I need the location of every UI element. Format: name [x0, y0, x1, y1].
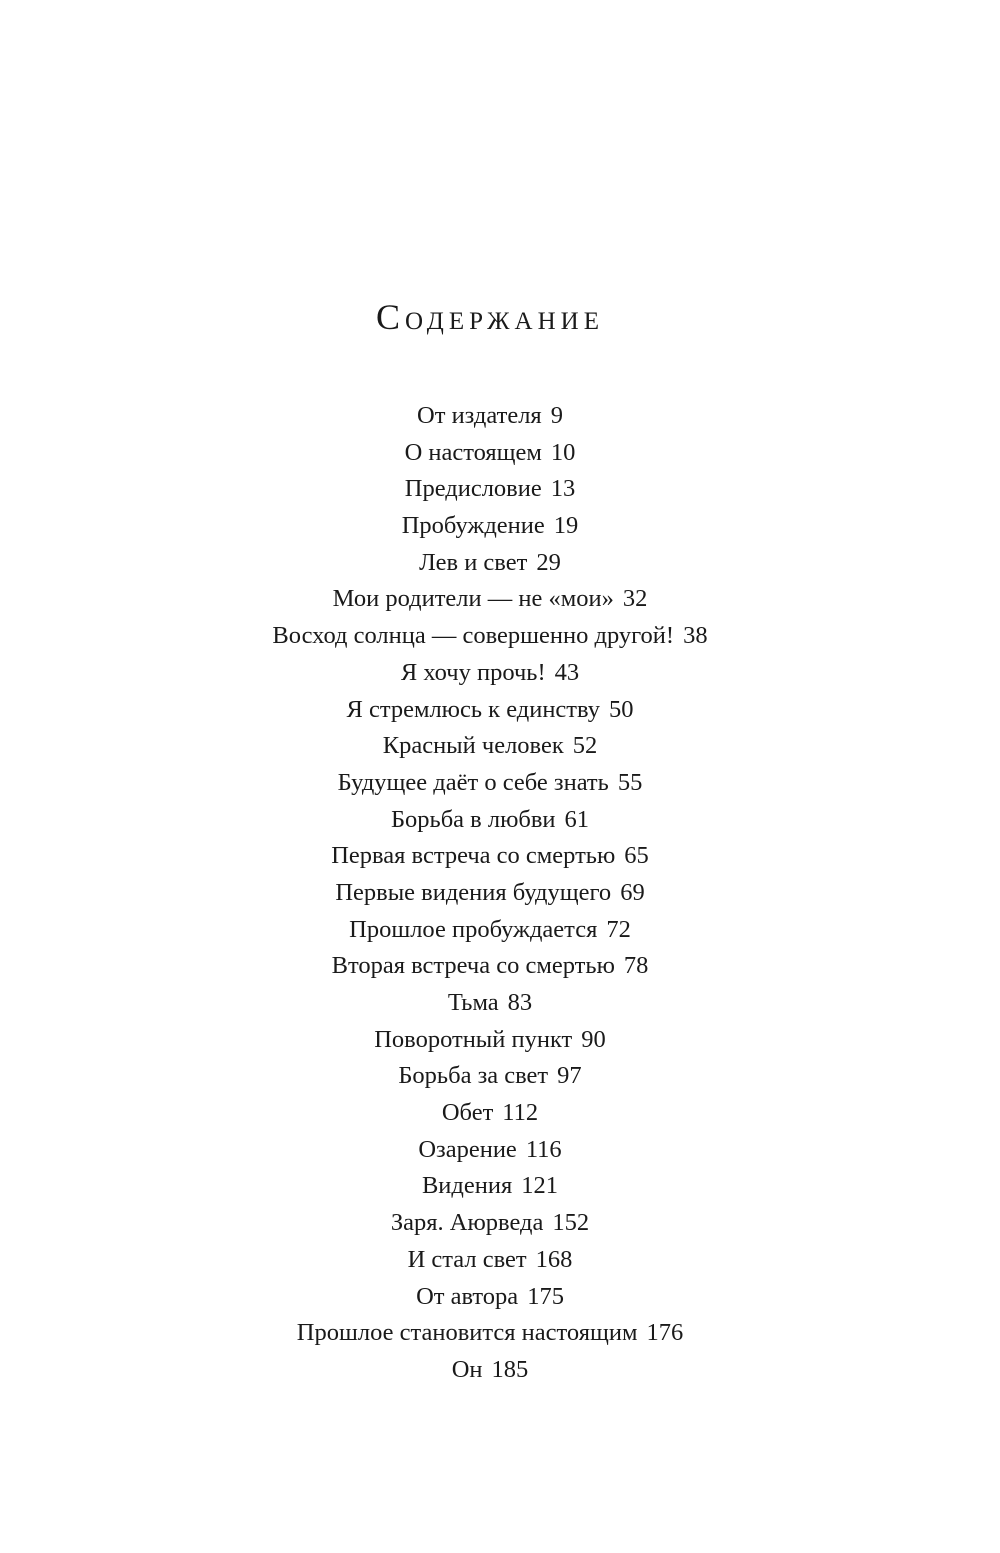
toc-entry-page: 90	[581, 1025, 606, 1053]
toc-entry-title: Вторая встреча со смертью	[331, 952, 615, 980]
toc-entry	[0, 765, 980, 802]
toc-entry	[0, 471, 980, 508]
page-title: Содержание	[375, 297, 604, 337]
toc-entry	[0, 728, 980, 765]
toc-entry	[0, 875, 980, 912]
toc-entry	[0, 1315, 980, 1352]
toc-entry-title: Пробуждение	[401, 512, 545, 540]
toc-entry-page: 61	[564, 805, 590, 833]
toc-entry-page: 29	[536, 548, 561, 576]
toc-entry	[0, 545, 980, 582]
toc-entry-title: Тьма	[447, 989, 499, 1016]
toc-entry	[0, 435, 980, 472]
toc-entry-title: Борьба за свет	[398, 1062, 549, 1090]
toc-entry	[0, 1058, 980, 1095]
toc-entry-title: Предисловие	[404, 475, 542, 503]
toc-entry	[0, 1168, 980, 1205]
toc-entry-page: 9	[550, 402, 563, 429]
toc-entry	[0, 1095, 980, 1132]
toc-entry-title: От автора	[416, 1282, 519, 1310]
toc-entry-page: 72	[606, 915, 631, 943]
toc-entry	[0, 948, 980, 985]
toc-entry-title: Первая встреча со смертью	[331, 842, 616, 870]
toc-entry-title: Обет	[441, 1099, 494, 1127]
toc-entry-page: 65	[624, 842, 649, 870]
toc-entry-title: Мои родители — не «мои»	[332, 585, 614, 613]
toc-entry-title: Первые видения будущего	[335, 878, 612, 906]
toc-entry-title: От издателя	[417, 402, 542, 429]
toc-entry-page: 121	[521, 1172, 559, 1200]
toc-entry-title: Он	[451, 1355, 483, 1383]
toc-entry	[0, 1022, 980, 1059]
toc-entry	[0, 508, 980, 545]
toc-entry-title: Озарение	[418, 1135, 517, 1163]
toc-entry-page: 152	[552, 1209, 590, 1237]
toc-entry-title: Заря. Аюрведа	[390, 1209, 544, 1237]
toc-entry-page: 52	[572, 732, 598, 760]
toc-entry	[0, 1205, 980, 1242]
toc-entry-page: 69	[620, 878, 645, 906]
toc-entry-title: Я хочу прочь!	[400, 658, 546, 686]
toc-entry-title: Восход солнца — совершенно другой!	[272, 622, 675, 650]
toc-entry-title: Прошлое становится настоящим	[296, 1319, 638, 1347]
toc-entry-title: И стал свет	[407, 1245, 527, 1273]
toc-entry-title: Красный человек	[382, 732, 564, 760]
toc-entry-page: 43	[554, 658, 580, 686]
toc-entry-page: 176	[646, 1319, 684, 1347]
toc-entry	[0, 912, 980, 949]
toc-entry-page: 97	[557, 1062, 582, 1090]
table-of-contents	[0, 398, 980, 1389]
toc-entry-title: Будущее даёт о себе знать	[337, 768, 609, 796]
toc-entry	[0, 1132, 980, 1169]
toc-entry	[0, 802, 980, 839]
toc-entry	[0, 398, 980, 435]
toc-entry	[0, 1279, 980, 1316]
toc-entry	[0, 618, 980, 655]
toc-entry-page: 185	[491, 1355, 529, 1383]
toc-entry-page: 38	[683, 622, 708, 650]
toc-entry-page: 10	[550, 438, 576, 466]
toc-entry-page: 13	[550, 475, 576, 503]
toc-entry	[0, 581, 980, 618]
toc-entry-title: Я стремлюсь к единству	[346, 695, 600, 723]
toc-entry	[0, 692, 980, 729]
toc-entry-title: Видения	[421, 1172, 513, 1200]
toc-entry-page: 83	[507, 989, 533, 1016]
toc-entry-page: 116	[525, 1135, 562, 1163]
toc-entry-page: 19	[553, 512, 579, 540]
toc-entry	[0, 985, 980, 1022]
toc-entry	[0, 1242, 980, 1279]
toc-entry-page: 78	[623, 952, 649, 980]
toc-entry-title: Поворотный пункт	[374, 1025, 573, 1053]
toc-entry-title: Борьба в любви	[390, 805, 556, 833]
toc-entry-page: 50	[609, 695, 634, 723]
toc-entry	[0, 838, 980, 875]
toc-entry-title: Прошлое пробуждается	[349, 915, 598, 943]
toc-entry-page: 168	[535, 1245, 573, 1273]
toc-entry-page: 32	[622, 585, 648, 613]
toc-entry-title: Лев и свет	[419, 548, 528, 576]
toc-entry-page: 55	[617, 768, 643, 796]
toc-entry-page: 112	[502, 1099, 539, 1127]
toc-entry-page: 175	[527, 1282, 564, 1310]
toc-entry	[0, 1352, 980, 1389]
toc-entry	[0, 655, 980, 692]
toc-entry-title: О настоящем	[404, 438, 542, 466]
